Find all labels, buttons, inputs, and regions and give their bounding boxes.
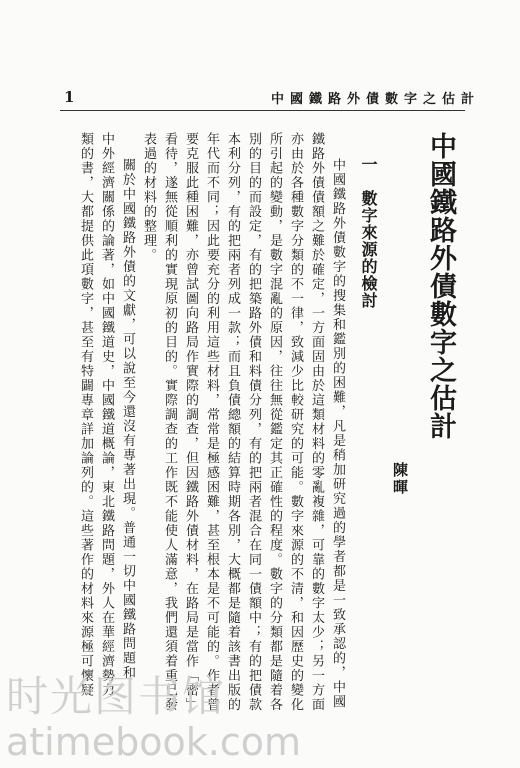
article-author: 陳暉: [391, 462, 409, 496]
page-number: 1: [64, 88, 75, 106]
paragraph-2-column: 關於中國鐵路外債的文獻，可以說至今還沒有專著出現。普通一切中國鐵路問題和: [120, 158, 135, 680]
header-rule: [60, 110, 465, 111]
paragraph-1-column: 年代而不同；因此要充分的利用這些材料，常常是極感困難，甚至根本是不可能的。作者曾: [204, 132, 219, 712]
watermark: [0, 664, 520, 768]
paragraph-1-column: 所引起的變動，是數字混亂的原因，往往無從鑑定其正確性的程度。數字的分類都是隨着各: [267, 132, 282, 712]
paragraph-1-column: 本利分列，有的把兩者列成一款；而且負債總額的結算時期各別，大概都是隨着該書出版的: [225, 132, 240, 712]
paragraph-2-column: 類的書，大都提供此項數字，甚至有特闢專章詳加論列的。這些著作的材料來源極可懷疑: [78, 132, 93, 698]
article-title: 中國鐵路外債數字之估計: [425, 132, 456, 440]
watermark-url: atimebook.com: [6, 720, 302, 764]
paragraph-1-column: 要克服此種困難，亦曾試圖向路局作實際的調查，但因鐵路外債材料，在路局是當作「密」: [183, 132, 198, 712]
paragraph-2-column: 中外經濟關係的論著，如中國鐵道史，中國鐵道概論，東北鐵路問題，外人在華經濟勢力: [99, 132, 114, 698]
watermark-chinese: 时光图书馆: [6, 672, 227, 721]
paragraph-1-column: 亦由於各種數字分類的不一律，致減少比較研究的可能。數字來源的不清，和因歷史的變化: [288, 132, 303, 712]
paragraph-1-column: 表過的材料的整理。: [141, 132, 156, 263]
running-header-title: 中國鐵路外債數字之估計: [270, 92, 480, 107]
paragraph-1-column: 別的目的而設定，有的把築路外債和料債分列，有的把兩者混合在同一債額中；有的把債款: [246, 132, 261, 712]
section-heading: 一 數字來源的檢討: [359, 156, 378, 309]
paragraph-1-column: 看待，遂無從順利的實現原初的目的。實際調查的工作既不能使人滿意，我們還須着重已發: [162, 132, 177, 712]
paragraph-1-column: 鐵路外債債額之難於確定，一方面固由於這類材料的零亂複雜，可靠的數字太少；另一方面: [309, 132, 324, 712]
paragraph-1-column: 中國鐵路外債數字的搜集和鑑別的困難，凡是稍加研究過的學者都是一致承認的，中國: [330, 158, 345, 709]
